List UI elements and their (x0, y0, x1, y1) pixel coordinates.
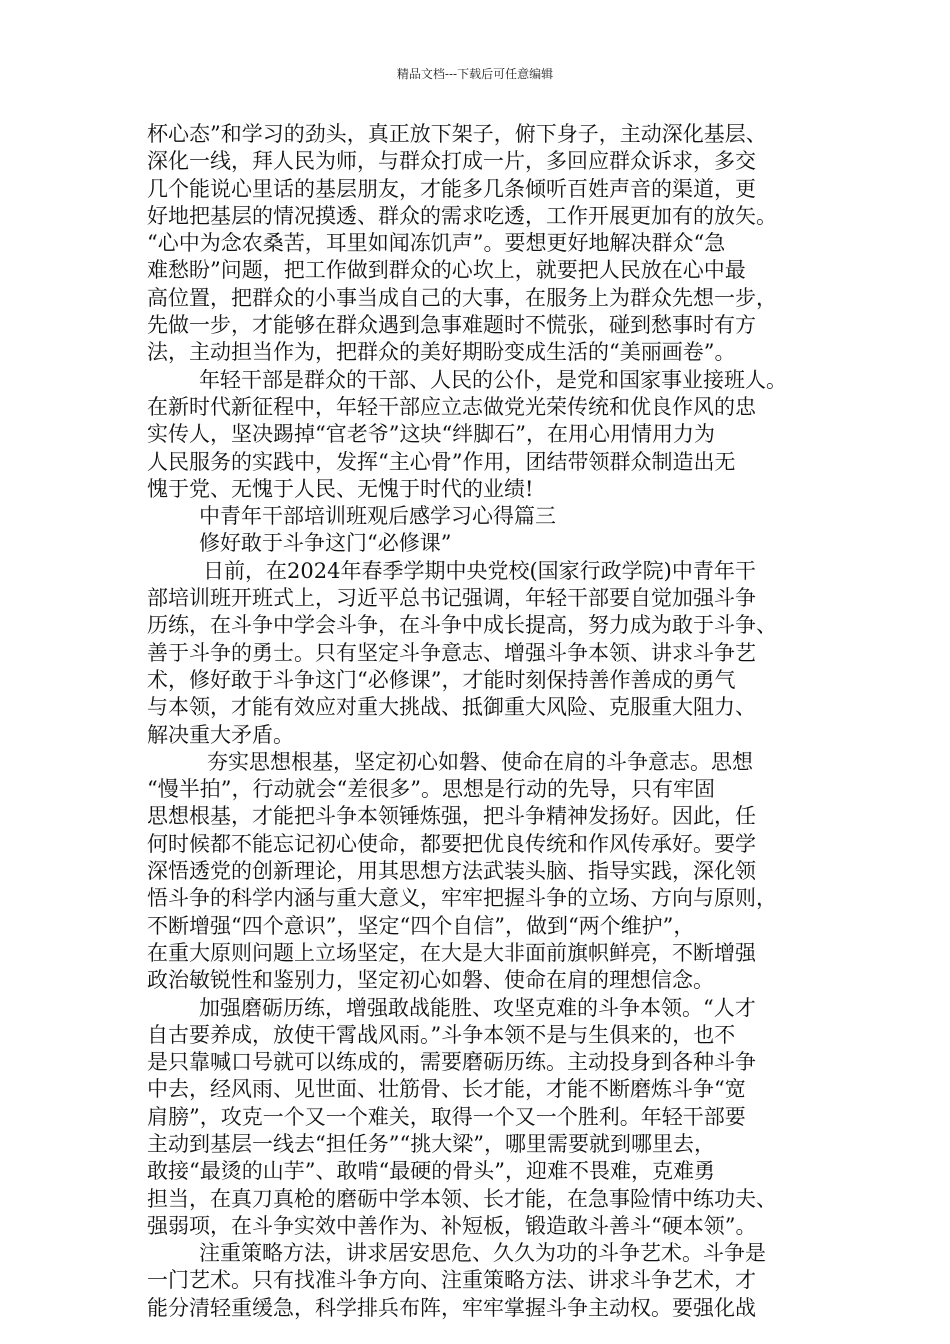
text-line: 先做一步，才能够在群众遇到急事难题时不慌张，碰到愁事时有方 (147, 313, 756, 338)
text-line: “心中为念农桑苦，耳里如闻冻饥声”。要想更好地解决群众“急 (147, 231, 726, 256)
document-body (147, 121, 803, 1322)
text-line: 强弱项，在斗争实效中善作为、补短板，锻造敢斗善斗“硬本领”。 (147, 1213, 757, 1238)
text-line: 敢接“最烫的山芋”、敢啃“最硬的骨头”，迎难不畏难，克难勇 (147, 1159, 715, 1184)
text-line: 夯实思想根基，坚定初心如磐、使命在肩的斗争意志。思想 (207, 749, 753, 774)
text-line: 高位置，把群众的小事当成自己的大事，在服务上为群众先想一步， (147, 285, 777, 310)
text-line: 人民服务的实践中，发挥“主心骨”作用，团结带领群众制造出无 (147, 449, 736, 474)
text-line: 能分清轻重缓急，科学排兵布阵，牢牢掌握斗争主动权。要强化战 (147, 1295, 756, 1320)
text-line: 善于斗争的勇士。只有坚定斗争意志、增强斗争本领、讲求斗争艺 (147, 640, 756, 665)
text-line: 担当，在真刀真枪的磨砺中学本领、长才能，在急事险情中练功夫、 (147, 1186, 777, 1211)
text-line: 在重大原则问题上立场坚定，在大是大非面前旗帜鲜亮，不断增强 (147, 940, 756, 965)
text-line: 思想根基，才能把斗争本领锤炼强，把斗争精神发扬好。因此，任 (147, 804, 756, 829)
text-line: 悟斗争的科学内涵与重大意义，牢牢把握斗争的立场、方向与原则， (147, 886, 777, 911)
text-line: 历练，在斗争中学会斗争，在斗争中成长提高，努力成为敢于斗争、 (147, 613, 777, 638)
text-line: 自古要养成，放使干霄战风雨。”斗争本领不是与生俱来的，也不 (147, 1022, 736, 1047)
text-line: 与本领，才能有效应对重大挑战、抵御重大风险、克服重大阻力、 (147, 695, 756, 720)
text-line: 实传人，坚决踢掉“官老爷”这块“绊脚石”，在用心用情用力为 (147, 422, 715, 447)
text-line: 注重策略方法，讲求居安思危、久久为功的斗争艺术。斗争是 (199, 1241, 766, 1266)
text-line: 几个能说心里话的基层朋友，才能多几条倾听百姓声音的渠道，更 (147, 176, 756, 201)
text-line: 主动到基层一线去“担任务”“挑大梁”，哪里需要就到哪里去， (147, 1131, 715, 1156)
text-line: 中去，经风雨、见世面、壮筋骨、长才能，才能不断磨炼斗争“宽 (147, 1077, 746, 1102)
text-line: 深悟透党的创新理论，用其思想方法武装头脑、指导实践，深化领 (147, 859, 756, 884)
text-line: 好地把基层的情况摸透、群众的需求吃透，工作开展更加有的放矢。 (147, 203, 777, 228)
text-line: 术，修好敢于斗争这门“必修课”，才能时刻保持善作善成的勇气 (147, 667, 736, 692)
text-line: 在新时代新征程中，年轻干部应立志做党光荣传统和优良作风的忠 (147, 394, 756, 419)
text-line: 日前，在2024年春季学期中央党校(国家行政学院)中青年干 (203, 558, 756, 583)
text-line: 肩膀”，攻克一个又一个难关，取得一个又一个胜利。年轻干部要 (147, 1104, 746, 1129)
text-line: 法，主动担当作为，把群众的美好期盼变成生活的“美丽画卷”。 (147, 340, 736, 365)
text-line: 年轻干部是群众的干部、人民的公仆，是党和国家事业接班人。 (199, 367, 787, 392)
text-line: 中青年干部培训班观后感学习心得篇三 (199, 504, 556, 529)
text-line: 加强磨砺历练，增强敢战能胜、攻坚克难的斗争本领。“人才 (199, 995, 756, 1020)
text-line: 深化一线，拜人民为师，与群众打成一片，多回应群众诉求，多交 (147, 149, 756, 174)
page-header: 精品文档---下载后可任意编辑 (396, 67, 554, 81)
text-line: 政治敏锐性和鉴别力，坚定初心如磐、使命在肩的理想信念。 (147, 968, 714, 993)
text-line: 不断增强“四个意识”，坚定“四个自信”，做到“两个维护”， (147, 913, 695, 938)
text-line: 一门艺术。只有找准斗争方向、注重策略方法、讲求斗争艺术，才 (147, 1268, 756, 1293)
text-line: 部培训班开班式上，习近平总书记强调，年轻干部要自觉加强斗争 (147, 586, 756, 611)
text-line: “慢半拍”，行动就会“差很多”。思想是行动的先导，只有牢固 (147, 777, 715, 802)
text-line: 愧于党、无愧于人民、无愧于时代的业绩! (147, 476, 534, 501)
text-line: 难愁盼”问题，把工作做到群众的心坎上，就要把人民放在心中最 (147, 258, 746, 283)
text-line: 修好敢于斗争这门“必修课” (199, 531, 452, 556)
text-line: 解决重大矛盾。 (147, 722, 294, 747)
text-line: 杯心态”和学习的劲头，真正放下架子，俯下身子，主动深化基层、 (147, 122, 767, 146)
text-line: 是只靠喊口号就可以练成的，需要磨砺历练。主动投身到各种斗争 (147, 1050, 756, 1075)
text-line: 何时候都不能忘记初心使命，都要把优良传统和作风传承好。要学 (147, 831, 756, 856)
